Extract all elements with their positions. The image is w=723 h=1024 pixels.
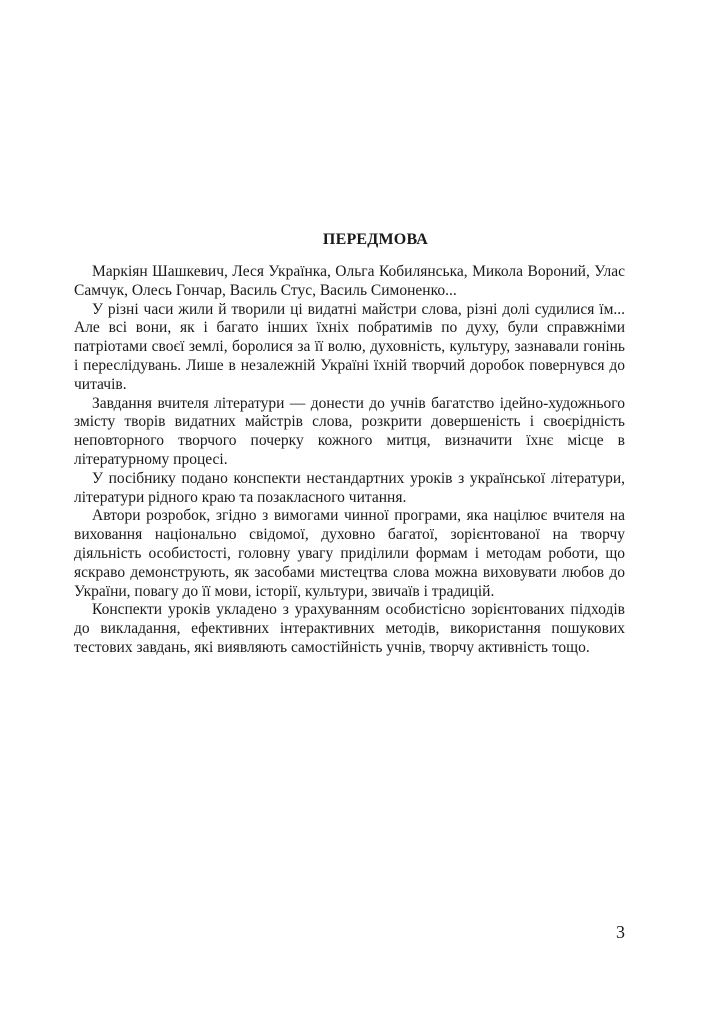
paragraph-manual-contents: У посібнику подано конспекти нестандартних уроків з української літератури, літератури рідного краю та позакласного читання. xyxy=(74,469,625,506)
paragraph-teacher-task: Завдання вчителя літератури — донести до учнів багатство ідейно-художнього змісту творів видатних майстрів слова, розкрити довершеність і своєрідність неповторного творчого почерку кожного митця, визначити їхнє місце в літературному процесі. xyxy=(74,394,625,468)
paragraph-masters-of-word: У різні часи жили й творили ці видатні майстри слова, різні долі судилися їм... Але всі вони, як і багато інших їхніх побратимів по духу, були справжніми патріотами своєї землі, боролися за її волю, духовність, культуру, зазнавали гонінь і переслідувань. Лише в незалежній Україні їхній творчий доробок повернувся до читачів. xyxy=(74,300,625,393)
body-text xyxy=(74,263,625,658)
paragraph-writers-list: Маркіян Шашкевич, Леся Українка, Ольга Кобилянська, Микола Вороний, Улас Самчук, Олесь Гончар, Василь Стус, Василь Симоненко... xyxy=(74,263,625,299)
page-title: ПЕРЕДМОВА xyxy=(322,231,429,248)
paragraph-lesson-notes: Конспекти уроків укладено з урахуванням особистісно зорієнтованих підходів до викладання, ефективних інтерактивних методів, використання пошукових тестових завдань, які виявляють самостійність учнів, творчу активність тощо. xyxy=(74,601,625,656)
page-number: 3 xyxy=(616,922,625,942)
paragraph-authors: Автори розробок, згідно з вимогами чинної програми, яка націлює вчителя на виховання національно свідомої, духовно багатої, зорієнтованої на творчу діяльність особистості, головну увагу приділили формам і методам роботи, що яскраво демонструють, як засобами мистецтва слова можна виховувати любов до України, повагу до її мови, історії, культури, звичаїв і традицій. xyxy=(74,507,625,600)
